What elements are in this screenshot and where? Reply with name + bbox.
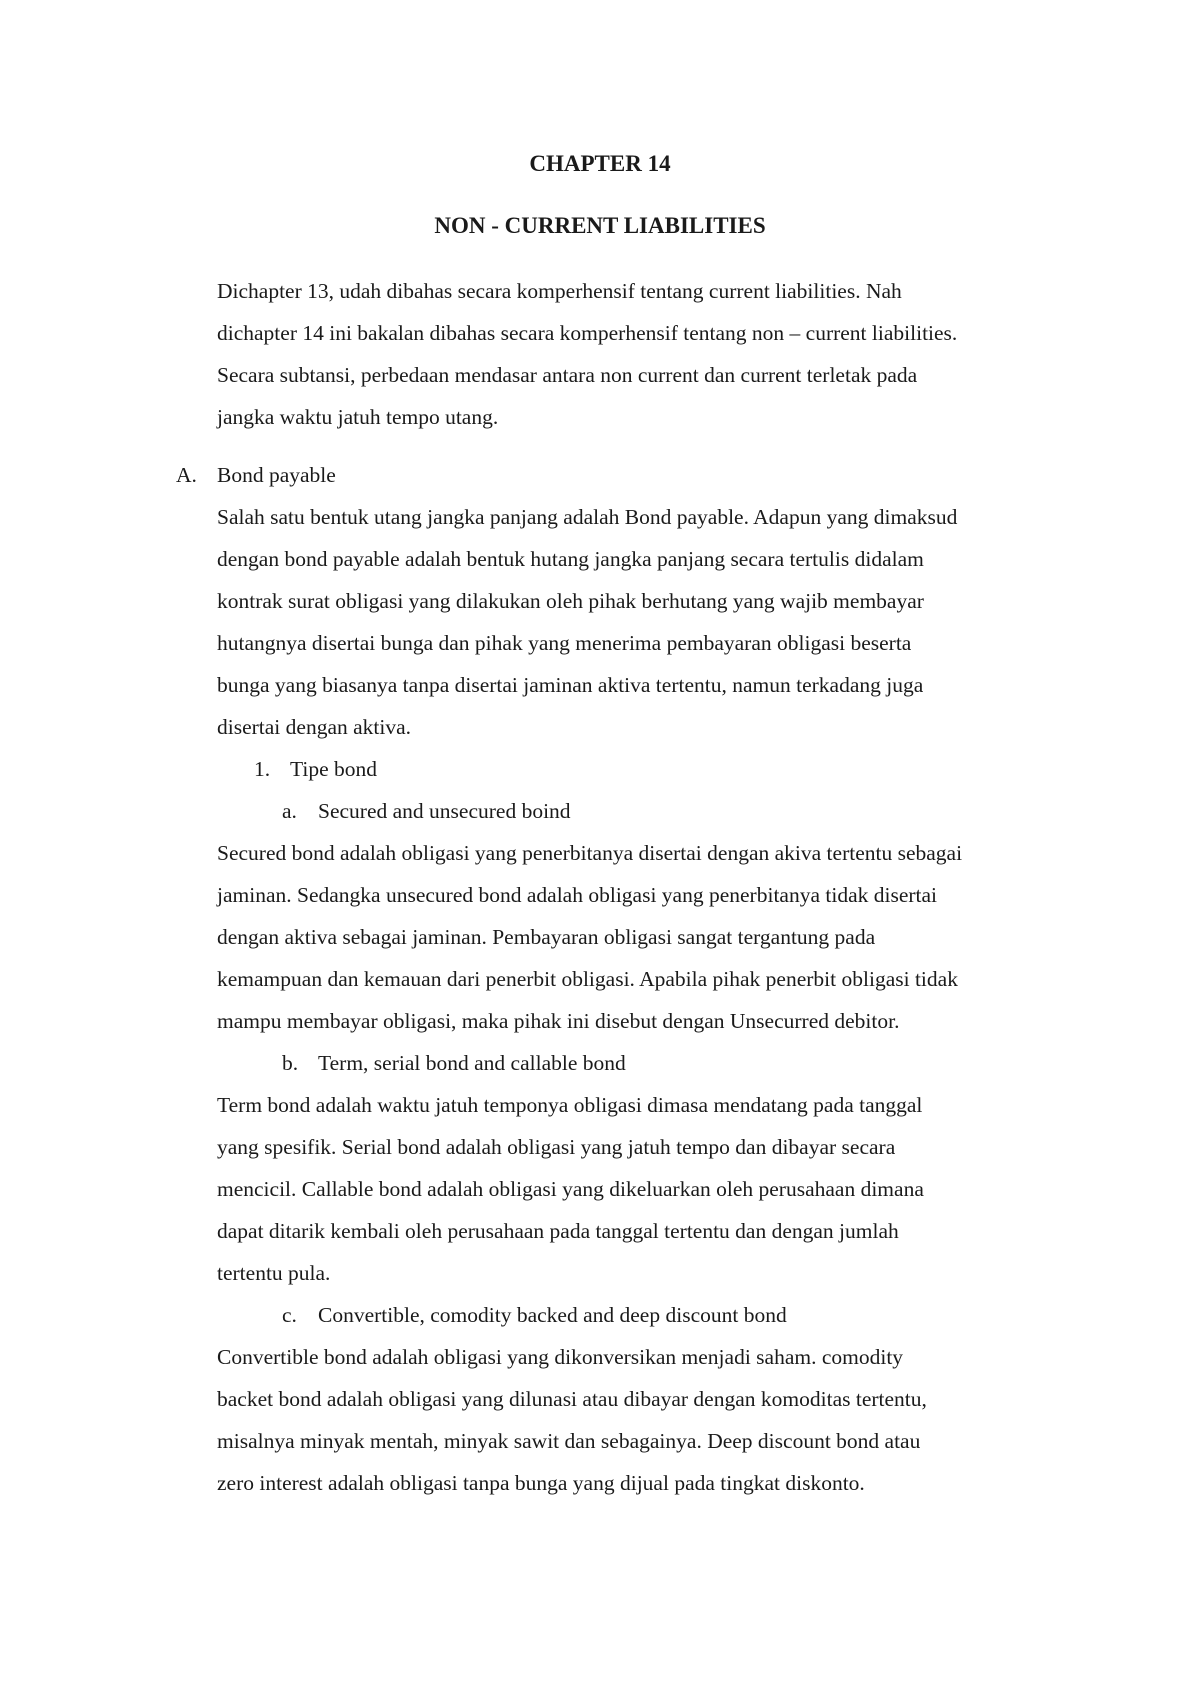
item-a-line: mampu membayar obligasi, maka pihak ini disebut dengan Unsecurred debitor. (217, 1009, 900, 1033)
chapter-subtitle: NON - CURRENT LIABILITIES (434, 213, 766, 238)
item-b-line: mencicil. Callable bond adalah obligasi yang dikeluarkan oleh perusahaan dimana (217, 1177, 924, 1201)
section-a-line: hutangnya disertai bunga dan pihak yang menerima pembayaran obligasi beserta (217, 631, 912, 655)
item-b-title: Term, serial bond and callable bond (318, 1051, 626, 1075)
item-a-line: Secured bond adalah obligasi yang penerbitanya disertai dengan akiva tertentu sebagai (217, 841, 963, 865)
item-c-title: Convertible, comodity backed and deep discount bond (318, 1303, 787, 1327)
section-a-line: disertai dengan aktiva. (217, 715, 412, 739)
chapter-title: CHAPTER 14 (529, 151, 671, 176)
item-c-line: zero interest adalah obligasi tanpa bunga yang dijual pada tingkat diskonto. (217, 1471, 865, 1495)
item-b-line: Term bond adalah waktu jatuh temponya obligasi dimasa mendatang pada tanggal (217, 1093, 923, 1117)
subsection-1-marker: 1. (254, 757, 271, 781)
item-a-line: dengan aktiva sebagai jaminan. Pembayaran obligasi sangat tergantung pada (217, 925, 876, 949)
section-a-line: bunga yang biasanya tanpa disertai jaminan aktiva tertentu, namun terkadang juga (217, 673, 924, 697)
item-c-line: misalnya minyak mentah, minyak sawit dan sebagainya. Deep discount bond atau (217, 1429, 921, 1453)
item-a-marker: a. (282, 799, 297, 823)
item-b-line: dapat ditarik kembali oleh perusahaan pada tanggal tertentu dan dengan jumlah (217, 1219, 899, 1243)
item-c-line: backet bond adalah obligasi yang dilunasi atau dibayar dengan komoditas tertentu, (217, 1387, 927, 1411)
item-b-line: yang spesifik. Serial bond adalah obligasi yang jatuh tempo dan dibayar secara (217, 1135, 896, 1159)
intro-line: Secara subtansi, perbedaan mendasar antara non current dan current terletak pada (217, 363, 918, 387)
section-a-line: dengan bond payable adalah bentuk hutang jangka panjang secara tertulis didalam (217, 547, 924, 571)
subsection-1-title: Tipe bond (290, 757, 378, 781)
item-a-title: Secured and unsecured boind (318, 799, 571, 823)
section-a-line: Salah satu bentuk utang jangka panjang adalah Bond payable. Adapun yang dimaksud (217, 505, 958, 529)
item-a-line: jaminan. Sedangka unsecured bond adalah obligasi yang penerbitanya tidak disertai (217, 883, 938, 907)
intro-line: jangka waktu jatuh tempo utang. (217, 405, 499, 429)
item-b-marker: b. (282, 1051, 299, 1075)
intro-line: dichapter 14 ini bakalan dibahas secara komperhensif tentang non – current liabilities. (217, 321, 958, 345)
item-a-line: kemampuan dan kemauan dari penerbit obligasi. Apabila pihak penerbit obligasi tidak (217, 967, 958, 991)
section-a-marker: A. (176, 463, 197, 487)
intro-line: Dichapter 13, udah dibahas secara komperhensif tentang current liabilities. Nah (217, 279, 902, 303)
item-c-line: Convertible bond adalah obligasi yang dikonversikan menjadi saham. comodity (217, 1345, 904, 1369)
item-b-line: tertentu pula. (217, 1261, 331, 1285)
item-c-marker: c. (282, 1303, 297, 1327)
section-a-title: Bond payable (217, 463, 336, 487)
section-a-line: kontrak surat obligasi yang dilakukan oleh pihak berhutang yang wajib membayar (217, 589, 924, 613)
